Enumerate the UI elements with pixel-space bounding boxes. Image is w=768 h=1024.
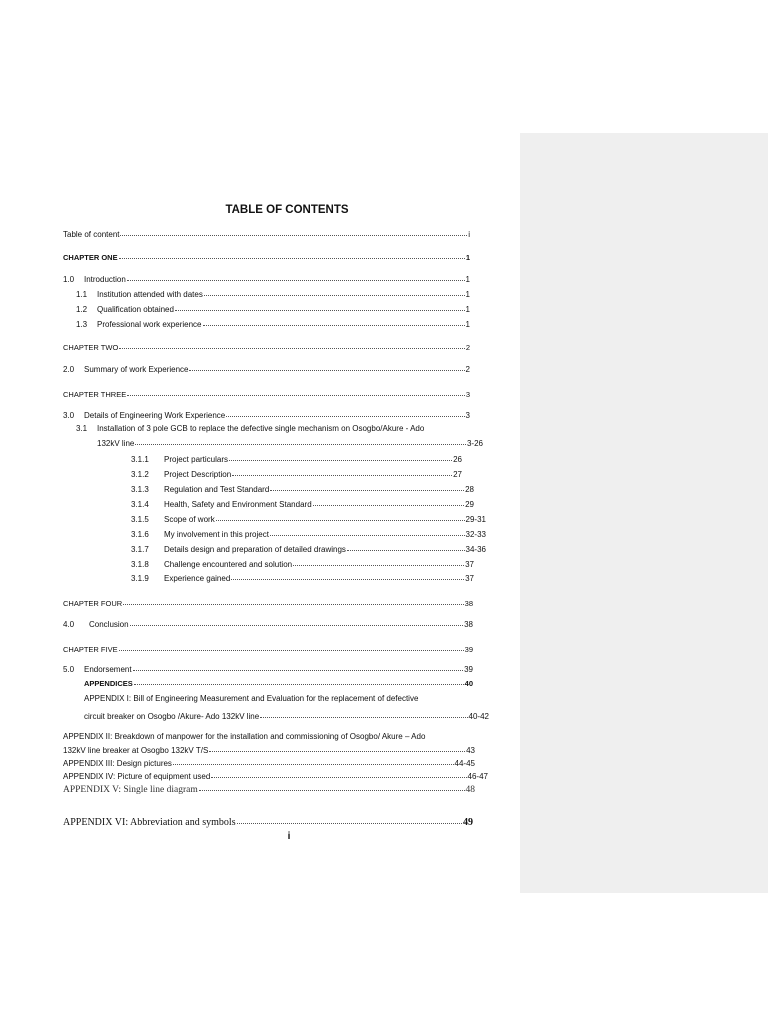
toc-entry-page: 26 bbox=[453, 455, 462, 464]
toc-entry-text: Qualification obtained bbox=[97, 305, 174, 314]
toc-entry-text: Conclusion bbox=[89, 620, 129, 629]
toc-entry[interactable] bbox=[131, 572, 474, 584]
toc-entry-text: APPENDIX VI: Abbreviation and symbols bbox=[63, 817, 236, 828]
leader-dots bbox=[232, 468, 452, 476]
toc-entry-page: 3-26 bbox=[466, 439, 483, 448]
toc-entry[interactable] bbox=[131, 483, 474, 495]
toc-entry-number: 3.0 bbox=[63, 411, 75, 420]
toc-chapter[interactable] bbox=[63, 341, 470, 353]
toc-entry-text: Introduction bbox=[84, 275, 126, 284]
toc-entry-number: 3.1.1 bbox=[131, 455, 149, 464]
toc-entry-page: 2 bbox=[465, 365, 470, 374]
toc-entry-page: i bbox=[468, 230, 470, 239]
toc-entry[interactable] bbox=[131, 468, 462, 480]
toc-entry-page: 38 bbox=[464, 599, 473, 608]
toc-entry-multiline[interactable] bbox=[76, 423, 424, 435]
leader-dots bbox=[133, 663, 464, 671]
toc-entry-text: Regulation and Test Standard bbox=[164, 485, 270, 494]
toc-entry-page: 40 bbox=[464, 679, 473, 688]
toc-entry[interactable] bbox=[63, 816, 473, 828]
toc-entry-page: 29 bbox=[465, 500, 474, 509]
leader-dots bbox=[119, 251, 465, 259]
toc-entry-page: 1 bbox=[465, 305, 470, 314]
leader-dots bbox=[237, 816, 462, 824]
toc-entry-text: Summary of work Experience bbox=[84, 365, 189, 374]
leader-dots bbox=[127, 388, 465, 396]
toc-entry-text: Installation of 3 pole GCB to replace the defective single mechanism on Osogbo/Akure - Ado bbox=[97, 424, 425, 433]
toc-entry-continuation[interactable] bbox=[84, 710, 489, 722]
leader-dots bbox=[270, 483, 464, 491]
toc-entry-number: 3.1 bbox=[76, 424, 88, 433]
toc-entry-page: 1 bbox=[465, 253, 470, 262]
leader-dots bbox=[199, 783, 465, 791]
toc-entry-page: 1 bbox=[465, 320, 470, 329]
toc-entry-number: 3.1.3 bbox=[131, 485, 149, 494]
toc-entry-multiline[interactable]: APPENDIX I: Bill of Engineering Measurement and Evaluation for the replacement of defective bbox=[84, 694, 419, 703]
toc-entry-page: 27 bbox=[453, 470, 462, 479]
toc-entry-text: 132kV line breaker at Osogbo 132kV T/S bbox=[63, 746, 209, 755]
toc-entry-page: 29-31 bbox=[465, 515, 486, 524]
leader-dots bbox=[211, 770, 466, 778]
toc-entry-text: APPENDIX V: Single line diagram bbox=[63, 785, 198, 795]
toc-entry-page: 34-36 bbox=[465, 545, 486, 554]
leader-dots bbox=[130, 618, 464, 626]
toc-entry-number: 1.3 bbox=[76, 320, 88, 329]
toc-entry-text: CHAPTER FIVE bbox=[63, 645, 118, 654]
toc-entry[interactable] bbox=[63, 618, 473, 630]
toc-entry-page: 43 bbox=[466, 746, 475, 755]
leader-dots bbox=[231, 572, 464, 580]
toc-entry[interactable] bbox=[84, 677, 473, 689]
toc-entry[interactable] bbox=[63, 757, 475, 769]
toc-entry-text: CHAPTER THREE bbox=[63, 390, 127, 399]
toc-entry-page: 2 bbox=[465, 343, 470, 352]
toc-entry[interactable] bbox=[131, 513, 486, 525]
toc-entry-number: 3.1.4 bbox=[131, 500, 149, 509]
toc-entry-number: 2.0 bbox=[63, 365, 75, 374]
leader-dots bbox=[135, 437, 466, 445]
toc-entry-text: APPENDIX IV: Picture of equipment used bbox=[63, 772, 211, 781]
toc-entry-text: Project Description bbox=[164, 470, 232, 479]
page-title: TABLE OF CONTENTS bbox=[225, 204, 349, 216]
toc-entry-text: Professional work experience bbox=[97, 320, 202, 329]
leader-dots bbox=[260, 710, 467, 718]
toc-entry[interactable] bbox=[63, 770, 488, 782]
page-number: i bbox=[287, 831, 291, 842]
toc-entry-number: 3.1.2 bbox=[131, 470, 149, 479]
toc-entry-number: 1.0 bbox=[63, 275, 75, 284]
toc-entry-page: 38 bbox=[464, 620, 473, 629]
toc-entry[interactable] bbox=[131, 528, 486, 540]
toc-entry-number: 3.1.5 bbox=[131, 515, 149, 524]
toc-entry-text: Details of Engineering Work Experience bbox=[84, 411, 226, 420]
toc-entry-number: 3.1.8 bbox=[131, 560, 149, 569]
toc-entry-page: 3 bbox=[465, 411, 470, 420]
toc-entry[interactable] bbox=[131, 543, 486, 555]
leader-dots bbox=[123, 597, 463, 605]
leader-dots bbox=[189, 363, 464, 371]
toc-entry[interactable] bbox=[63, 409, 470, 421]
toc-entry-page: 48 bbox=[465, 785, 475, 795]
toc-entry-number: 1.2 bbox=[76, 305, 88, 314]
leader-dots bbox=[347, 543, 465, 551]
leader-dots bbox=[175, 303, 465, 311]
toc-entry-page: 39 bbox=[464, 645, 473, 654]
toc-entry-multiline[interactable]: APPENDIX II: Breakdown of manpower for the installation and commissioning of Osogbo/ Akure – Ado bbox=[63, 732, 426, 741]
toc-entry[interactable] bbox=[63, 228, 470, 240]
toc-entry-text: CHAPTER FOUR bbox=[63, 599, 123, 608]
leader-dots bbox=[313, 498, 464, 506]
toc-entry[interactable] bbox=[76, 318, 470, 330]
toc-entry-text: Scope of work bbox=[164, 515, 215, 524]
toc-entry-page: 3 bbox=[465, 390, 470, 399]
toc-entry-page: 39 bbox=[464, 665, 473, 674]
toc-entry-page: 46-47 bbox=[467, 772, 488, 781]
leader-dots bbox=[173, 757, 454, 765]
toc-entry-number: 3.1.7 bbox=[131, 545, 149, 554]
toc-entry-text: 132kV line bbox=[97, 439, 135, 448]
toc-entry[interactable] bbox=[131, 498, 474, 510]
leader-dots bbox=[270, 528, 465, 536]
toc-entry-page: 37 bbox=[465, 560, 474, 569]
leader-dots bbox=[127, 273, 465, 281]
leader-dots bbox=[120, 228, 467, 236]
leader-dots bbox=[209, 744, 465, 752]
toc-entry-page: 49 bbox=[463, 817, 473, 828]
leader-dots bbox=[293, 558, 464, 566]
toc-entry-page: 32-33 bbox=[465, 530, 486, 539]
toc-entry[interactable] bbox=[63, 783, 475, 795]
leader-dots bbox=[119, 341, 465, 349]
toc-entry-text: APPENDICES bbox=[84, 679, 133, 688]
leader-dots bbox=[216, 513, 465, 521]
toc-entry-page: 1 bbox=[465, 275, 470, 284]
leader-dots bbox=[134, 677, 464, 685]
toc-entry-page: 44-45 bbox=[454, 759, 475, 768]
toc-entry-text: APPENDIX III: Design pictures bbox=[63, 759, 172, 768]
toc-entry-page: 1 bbox=[465, 290, 470, 299]
toc-entry-number: 3.1.6 bbox=[131, 530, 149, 539]
leader-dots bbox=[119, 643, 464, 651]
toc-entry-text: circuit breaker on Osogbo /Akure- Ado 132kV line bbox=[84, 712, 260, 721]
toc-entry-continuation[interactable] bbox=[63, 744, 475, 756]
toc-entry[interactable] bbox=[63, 363, 470, 375]
leader-dots bbox=[229, 453, 452, 461]
toc-entry-number: 1.1 bbox=[76, 290, 88, 299]
toc-entry[interactable] bbox=[63, 663, 473, 675]
toc-chapter[interactable] bbox=[63, 251, 470, 263]
toc-entry-text: Institution attended with dates bbox=[97, 290, 203, 299]
toc-entry-text: CHAPTER ONE bbox=[63, 253, 118, 262]
toc-entry-number: 5.0 bbox=[63, 665, 75, 674]
toc-entry-continuation[interactable] bbox=[97, 437, 483, 449]
toc-entry-text: Endorsement bbox=[84, 665, 132, 674]
toc-entry[interactable] bbox=[63, 273, 470, 285]
comment-pane bbox=[520, 133, 768, 893]
toc-entry-text: Project particulars bbox=[164, 455, 229, 464]
toc-entry-number: 4.0 bbox=[63, 620, 75, 629]
toc-entry-text: Table of content bbox=[63, 230, 120, 239]
toc-entry-number: 3.1.9 bbox=[131, 574, 149, 583]
leader-dots bbox=[226, 409, 464, 417]
toc-entry[interactable] bbox=[76, 303, 470, 315]
toc-entry-text: CHAPTER TWO bbox=[63, 343, 119, 352]
toc-entry-page: 37 bbox=[465, 574, 474, 583]
toc-entry[interactable] bbox=[76, 288, 470, 300]
toc-chapter[interactable] bbox=[63, 597, 473, 609]
toc-entry-page: 40-42 bbox=[468, 712, 489, 721]
toc-entry[interactable] bbox=[131, 453, 462, 465]
toc-entry-text: Challenge encountered and solution bbox=[164, 560, 293, 569]
toc-entry-text: Health, Safety and Environment Standard bbox=[164, 500, 312, 509]
toc-entry[interactable] bbox=[131, 558, 474, 570]
toc-chapter[interactable] bbox=[63, 643, 473, 655]
toc-entry-text: My involvement in this project bbox=[164, 530, 269, 539]
toc-entry-text: Details design and preparation of detailed drawings bbox=[164, 545, 346, 554]
leader-dots bbox=[204, 288, 465, 296]
leader-dots bbox=[203, 318, 465, 326]
toc-entry-text: Experience gained bbox=[164, 574, 231, 583]
toc-entry-page: 28 bbox=[465, 485, 474, 494]
toc-chapter[interactable] bbox=[63, 388, 470, 400]
